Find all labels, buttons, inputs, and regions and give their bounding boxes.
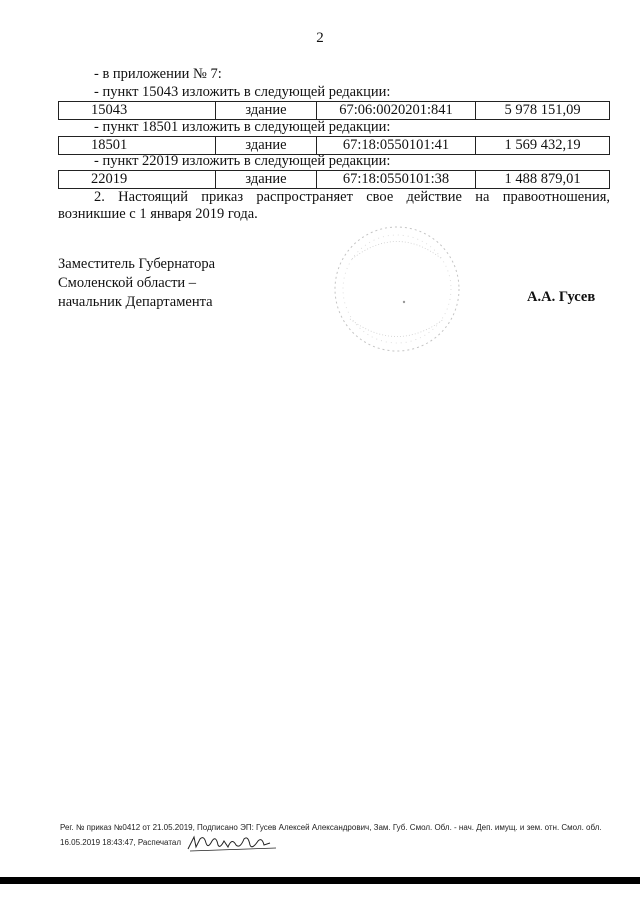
signatory-position xyxy=(58,255,215,312)
row-cadastral: 67:06:0020201:841 xyxy=(317,102,476,120)
registration-footer xyxy=(60,822,605,853)
footer-line-2: 16.05.2019 18:43:47, Распечатал xyxy=(60,838,182,848)
row-type: здание xyxy=(216,137,317,155)
row-value: 1 569 432,19 xyxy=(476,137,610,155)
row-type: здание xyxy=(216,102,317,120)
row-cadastral: 67:18:0550101:41 xyxy=(317,137,476,155)
table-row xyxy=(59,171,610,189)
page-number: 2 xyxy=(316,30,324,46)
row-value: 1 488 879,01 xyxy=(476,171,610,189)
row-value: 5 978 151,09 xyxy=(476,102,610,120)
paragraph-line-1: 2. Настоящий приказ распространяет свое действие на правоотношения, xyxy=(94,189,610,205)
position-line-2: Смоленской области – xyxy=(58,275,197,291)
table-row xyxy=(59,102,610,120)
handwritten-signature xyxy=(186,833,281,853)
row-number: 18501 xyxy=(59,137,216,155)
appendix-intro: - в приложении № 7: xyxy=(94,66,222,82)
item-instruction-1: - пункт 15043 изложить в следующей редакции: xyxy=(94,84,391,100)
item-table-3 xyxy=(58,170,610,189)
item-table-1 xyxy=(58,101,610,120)
signer-name: А.А. Гусев xyxy=(527,289,596,305)
table-row xyxy=(59,137,610,155)
footer-line-1: Рег. № приказ №0412 от 21.05.2019, Подписано ЭП: Гусев Алексей Александрович, Зам. Губ. Смол. Обл. - нач. Деп. имущ. и зем. отн. Смол. обл. xyxy=(60,823,602,832)
item-instruction-2: - пункт 18501 изложить в следующей редакции: xyxy=(94,119,391,135)
row-number: 22019 xyxy=(59,171,216,189)
item-instruction-3: - пункт 22019 изложить в следующей редакции: xyxy=(94,153,391,169)
position-line-1: Заместитель Губернатора xyxy=(58,256,216,272)
effective-date-paragraph xyxy=(58,189,610,223)
paragraph-line-2: возникшие с 1 января 2019 года. xyxy=(58,206,258,222)
row-number: 15043 xyxy=(59,102,216,120)
row-cadastral: 67:18:0550101:38 xyxy=(317,171,476,189)
row-type: здание xyxy=(216,171,317,189)
position-line-3: начальник Департамента xyxy=(58,294,213,310)
bottom-border-bar xyxy=(0,877,640,884)
faint-seal-stamp xyxy=(322,219,472,359)
